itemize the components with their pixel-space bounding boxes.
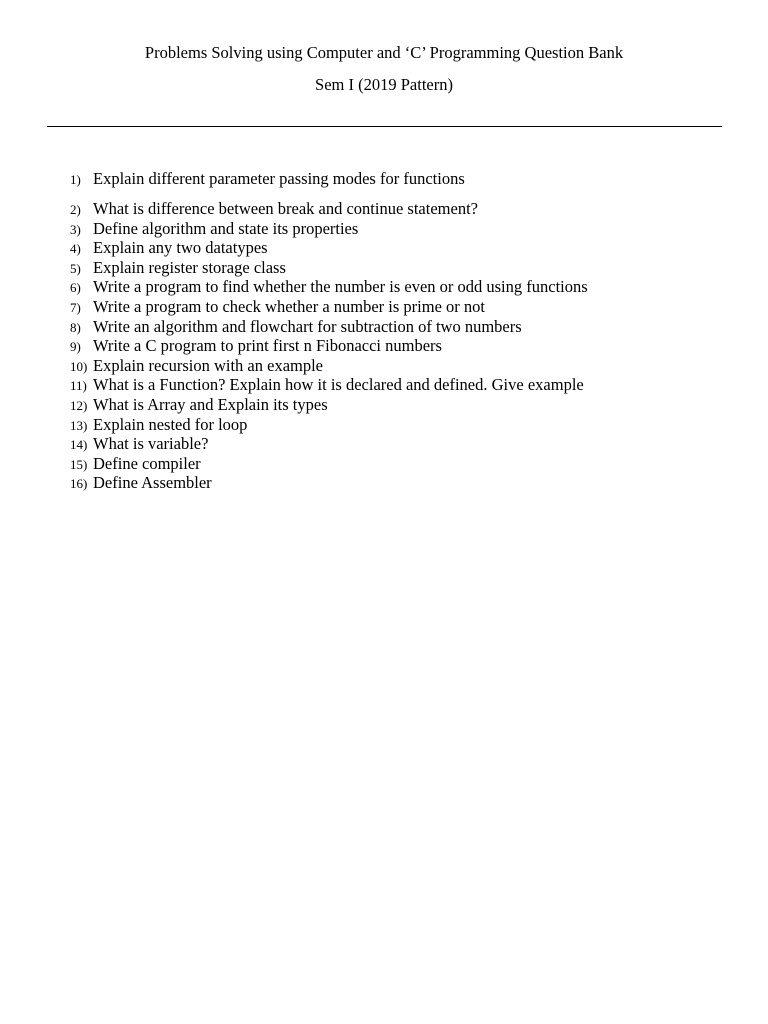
question-text: Define compiler	[93, 453, 201, 473]
question-text: What is Array and Explain its types	[93, 395, 328, 415]
question-item	[0, 473, 768, 493]
document-title: Problems Solving using Computer and ‘C’ Programming Question Bank	[144, 43, 624, 62]
question-list	[0, 169, 768, 493]
question-number: 5)	[70, 260, 81, 276]
question-item	[0, 238, 768, 258]
question-item	[0, 356, 768, 376]
question-number: 6)	[70, 280, 81, 296]
question-number: 3)	[70, 221, 81, 237]
document-subtitle: Sem I (2019 Pattern)	[315, 75, 453, 94]
question-text: Write a C program to print first n Fibonacci numbers	[93, 336, 442, 356]
question-item	[0, 317, 768, 337]
question-text: What is a Function? Explain how it is declared and defined. Give example	[93, 375, 584, 395]
question-item	[0, 375, 768, 395]
question-text: What is variable?	[93, 434, 209, 454]
question-text: Write an algorithm and flowchart for subtraction of two numbers	[93, 316, 522, 336]
question-number: 9)	[70, 339, 81, 355]
question-number: 4)	[70, 241, 81, 257]
question-item	[0, 434, 768, 454]
question-text: Write a program to check whether a number is prime or not	[93, 297, 485, 317]
question-text: Write a program to find whether the number is even or odd using functions	[93, 277, 588, 297]
question-number: 8)	[70, 319, 81, 335]
header-divider	[47, 126, 722, 127]
question-text: Explain different parameter passing modes for functions	[93, 169, 465, 188]
question-item	[0, 219, 768, 239]
question-number: 1)	[70, 172, 81, 187]
question-number: 13)	[70, 417, 88, 433]
question-item	[0, 297, 768, 317]
question-item	[0, 454, 768, 474]
question-item	[0, 415, 768, 435]
question-text: Explain recursion with an example	[93, 355, 324, 375]
question-text: What is difference between break and continue statement?	[93, 199, 478, 219]
question-text: Explain nested for loop	[93, 414, 248, 434]
question-item	[0, 169, 768, 189]
question-item	[0, 277, 768, 297]
question-item	[0, 199, 768, 219]
question-item	[0, 336, 768, 356]
question-item	[0, 395, 768, 415]
question-number: 2)	[70, 202, 81, 218]
question-number: 15)	[70, 456, 88, 472]
question-number: 14)	[70, 437, 88, 453]
question-text: Define Assembler	[93, 473, 212, 493]
question-number: 16)	[70, 476, 88, 492]
question-number: 10)	[70, 358, 88, 374]
question-number: 12)	[70, 398, 88, 414]
question-text: Explain any two datatypes	[93, 238, 268, 258]
question-text: Define algorithm and state its properties	[93, 218, 359, 238]
question-text: Explain register storage class	[93, 257, 286, 277]
question-item	[0, 258, 768, 278]
question-number: 7)	[70, 300, 81, 316]
question-number: 11)	[70, 378, 87, 394]
